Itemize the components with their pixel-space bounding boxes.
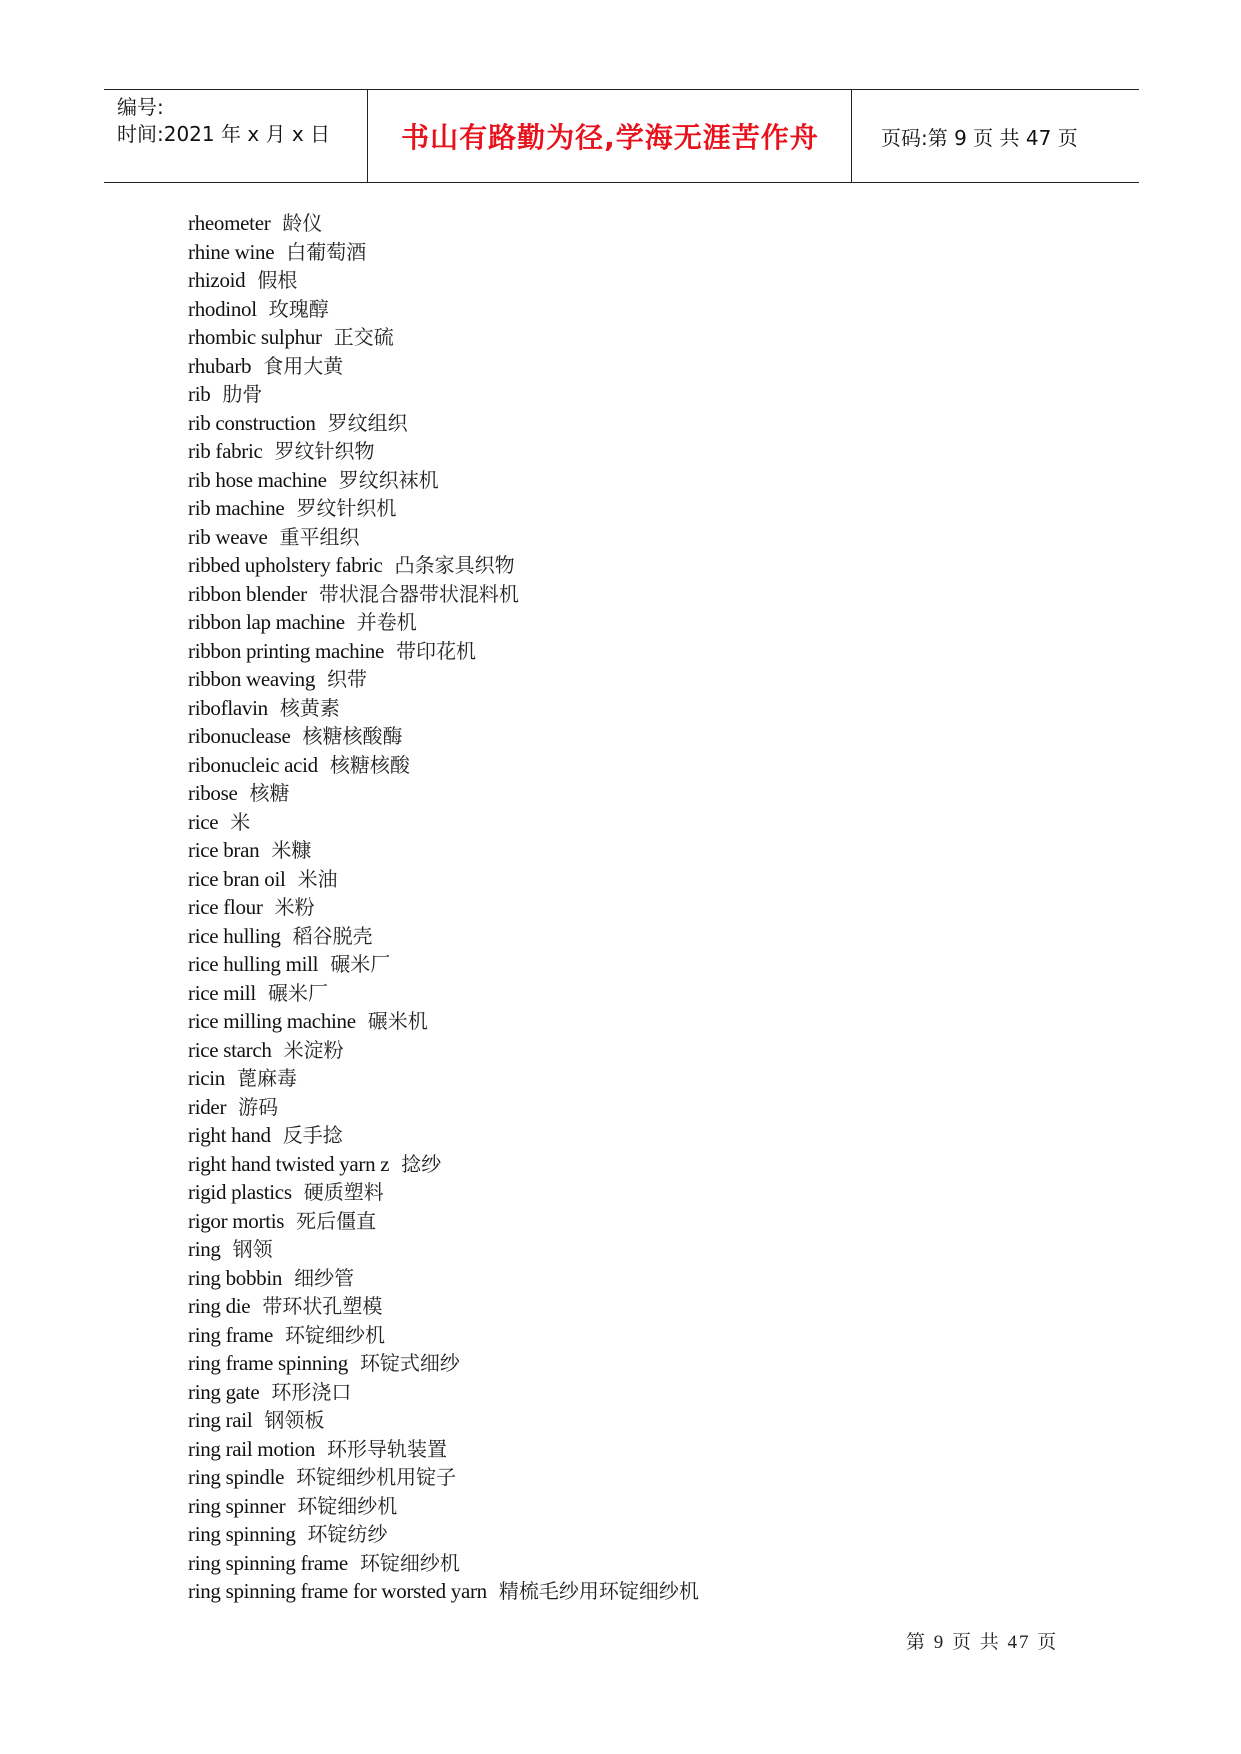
glossary-entry (188, 580, 699, 609)
entry-term: ribbon printing machine (188, 638, 385, 663)
glossary-entry (188, 266, 699, 295)
entry-term: ribonuclease (188, 724, 291, 748)
glossary-entry (188, 1549, 699, 1578)
entry-term: rhine wine (188, 239, 275, 264)
entry-translation: 硬质塑料 (303, 1180, 384, 1204)
entry-term: rib machine (188, 496, 285, 520)
entry-translation: 精梳毛纱用环锭细纱机 (498, 1579, 699, 1603)
entry-translation: 织带 (327, 667, 368, 691)
entry-translation: 碾米厂 (267, 980, 328, 1005)
entry-translation: 钢领板 (264, 1408, 325, 1432)
entry-translation: 重平组织 (279, 524, 360, 549)
entry-term: ring spinning frame for worsted yarn (188, 1579, 487, 1603)
page-header (104, 89, 1139, 183)
entry-term: rib weave (188, 524, 268, 549)
glossary-entry (188, 523, 699, 552)
entry-translation: 环形导轨装置 (327, 1436, 448, 1461)
entry-term: ring frame spinning (188, 1351, 348, 1375)
entry-term: rice milling machine (188, 1009, 356, 1033)
glossary-entry (188, 466, 699, 495)
entry-translation: 罗纹针织物 (274, 439, 375, 463)
entry-translation: 凸条家具织物 (394, 553, 515, 577)
entry-term: rice mill (188, 980, 256, 1005)
entry-translation: 并卷机 (356, 610, 417, 634)
entry-term: rib hose machine (188, 467, 327, 492)
entry-term: ring rail motion (188, 1436, 316, 1461)
entry-term: rice flour (188, 895, 263, 919)
number-label: 编号: (117, 95, 164, 119)
entry-translation: 死后僵直 (296, 1208, 377, 1233)
entry-translation: 游码 (238, 1094, 279, 1119)
entry-translation: 肋骨 (222, 382, 263, 406)
glossary-entry (188, 808, 699, 837)
entry-translation: 核糖 (249, 781, 290, 805)
glossary-entry (188, 1435, 699, 1464)
entry-term: ring spindle (188, 1465, 285, 1489)
entry-translation: 细纱管 (294, 1265, 355, 1290)
entry-translation: 环锭细纱机 (285, 1322, 386, 1347)
page-footer: 第 9 页 共 47 页 (906, 1632, 1059, 1653)
entry-term: rice hulling mill (188, 952, 319, 976)
glossary-entry (188, 1349, 699, 1378)
entry-translation: 龄仪 (282, 211, 323, 235)
glossary-entry (188, 1321, 699, 1350)
glossary-entry (188, 1207, 699, 1236)
entry-translation: 捻纱 (401, 1151, 442, 1176)
entry-translation: 碾米厂 (330, 952, 391, 976)
entry-term: ring bobbin (188, 1265, 283, 1290)
entry-term: rheometer (188, 211, 271, 235)
entry-translation: 稻谷脱壳 (292, 923, 373, 948)
entry-term: riboflavin (188, 695, 268, 720)
entry-term: rigor mortis (188, 1208, 285, 1233)
entry-term: ribbon weaving (188, 667, 316, 691)
entry-translation: 核糖核酸 (329, 752, 410, 777)
glossary-entry (188, 979, 699, 1008)
glossary-entry (188, 1093, 699, 1122)
glossary-entry (188, 722, 699, 751)
entry-term: ribbon lap machine (188, 610, 345, 634)
entry-term: rice bran (188, 838, 260, 862)
entry-term: rigid plastics (188, 1180, 292, 1204)
entry-term: rider (188, 1094, 227, 1119)
entry-term: ring frame (188, 1322, 274, 1347)
glossary-entry (188, 950, 699, 979)
entry-translation: 白葡萄酒 (286, 239, 367, 264)
entry-term: rhubarb (188, 353, 252, 378)
header-meta (104, 90, 368, 182)
entry-translation: 米 (230, 809, 251, 834)
entry-term: ring die (188, 1294, 251, 1318)
entry-term: ring spinning frame (188, 1550, 348, 1575)
entry-translation: 环锭式细纱 (359, 1351, 460, 1375)
entry-term: rhodinol (188, 296, 257, 321)
glossary-entry (188, 238, 699, 267)
glossary-entry (188, 1520, 699, 1549)
entry-term: ribonucleic acid (188, 752, 318, 777)
glossary-entry (188, 1121, 699, 1150)
entry-translation: 米糠 (271, 838, 312, 862)
entry-translation: 罗纹织袜机 (338, 467, 439, 492)
glossary-entry (188, 494, 699, 523)
glossary-entry (188, 608, 699, 637)
entry-translation: 带印花机 (396, 638, 477, 663)
glossary-entry (188, 694, 699, 723)
glossary-entry (188, 209, 699, 238)
glossary-entry (188, 295, 699, 324)
entry-translation: 碾米机 (367, 1009, 428, 1033)
entry-translation: 蓖麻毒 (236, 1066, 297, 1090)
entry-translation: 环锭细纱机用锭子 (296, 1465, 457, 1489)
entry-term: ring spinner (188, 1493, 286, 1518)
entry-translation: 环锭细纱机 (359, 1550, 460, 1575)
entry-term: right hand twisted yarn z (188, 1151, 390, 1176)
entry-translation: 米淀粉 (283, 1037, 344, 1062)
glossary-entry (188, 1406, 699, 1435)
glossary-entry (188, 893, 699, 922)
glossary-entry (188, 437, 699, 466)
entry-term: rhombic sulphur (188, 325, 322, 349)
glossary-entry (188, 865, 699, 894)
header-motto: 书山有路勤为径,学海无涯苦作舟 (369, 90, 852, 182)
entry-translation: 反手捻 (282, 1123, 343, 1147)
glossary-entry (188, 665, 699, 694)
entry-term: ring rail (188, 1408, 253, 1432)
entry-term: right hand (188, 1123, 271, 1147)
entry-term: rhizoid (188, 268, 246, 292)
entry-translation: 正交硫 (333, 325, 394, 349)
entry-translation: 环形浇口 (271, 1379, 352, 1404)
entry-term: ring spinning (188, 1522, 296, 1546)
entry-term: rice (188, 809, 219, 834)
entry-term: rice starch (188, 1037, 272, 1062)
entry-term: ribbon blender (188, 581, 307, 606)
glossary-entry (188, 1178, 699, 1207)
entry-term: rib fabric (188, 439, 263, 463)
entry-translation: 罗纹组织 (327, 410, 408, 435)
entry-translation: 钢领 (232, 1237, 273, 1261)
glossary-list (188, 209, 699, 1606)
glossary-entry (188, 1264, 699, 1293)
glossary-entry (188, 1378, 699, 1407)
glossary-entry (188, 551, 699, 580)
entry-translation: 米粉 (274, 895, 315, 919)
entry-term: ribbed upholstery fabric (188, 553, 383, 577)
entry-translation: 核糖核酸酶 (302, 724, 403, 748)
entry-translation: 罗纹针织机 (296, 496, 397, 520)
glossary-entry (188, 779, 699, 808)
entry-term: rib construction (188, 410, 316, 435)
glossary-entry (188, 836, 699, 865)
glossary-entry (188, 1150, 699, 1179)
entry-translation: 环锭细纱机 (297, 1493, 398, 1518)
glossary-entry (188, 637, 699, 666)
glossary-entry (188, 922, 699, 951)
entry-term: rice bran oil (188, 866, 286, 891)
entry-term: ring gate (188, 1379, 260, 1404)
header-page-info: 页码:第 9 页 共 47 页 (881, 125, 1078, 150)
entry-translation: 米油 (297, 866, 338, 891)
entry-term: ring (188, 1237, 221, 1261)
time-label: 时间:2021 年 x 月 x 日 (117, 122, 331, 146)
glossary-entry (188, 1064, 699, 1093)
entry-translation: 假根 (257, 268, 298, 292)
entry-term: ribose (188, 781, 238, 805)
glossary-entry (188, 1292, 699, 1321)
entry-translation: 食用大黄 (263, 353, 344, 378)
entry-translation: 带状混合器带状混料机 (318, 581, 519, 606)
glossary-entry (188, 323, 699, 352)
glossary-entry (188, 1577, 699, 1606)
glossary-entry (188, 1036, 699, 1065)
entry-term: ricin (188, 1066, 225, 1090)
glossary-entry (188, 380, 699, 409)
glossary-entry (188, 1235, 699, 1264)
entry-term: rice hulling (188, 923, 281, 948)
entry-term: rib (188, 382, 211, 406)
entry-translation: 玫瑰醇 (268, 296, 329, 321)
glossary-entry (188, 352, 699, 381)
glossary-entry (188, 409, 699, 438)
glossary-entry (188, 1463, 699, 1492)
glossary-entry (188, 1492, 699, 1521)
glossary-entry (188, 1007, 699, 1036)
entry-translation: 环锭纺纱 (307, 1522, 388, 1546)
entry-translation: 核黄素 (279, 695, 340, 720)
glossary-entry (188, 751, 699, 780)
entry-translation: 带环状孔塑模 (262, 1294, 383, 1318)
